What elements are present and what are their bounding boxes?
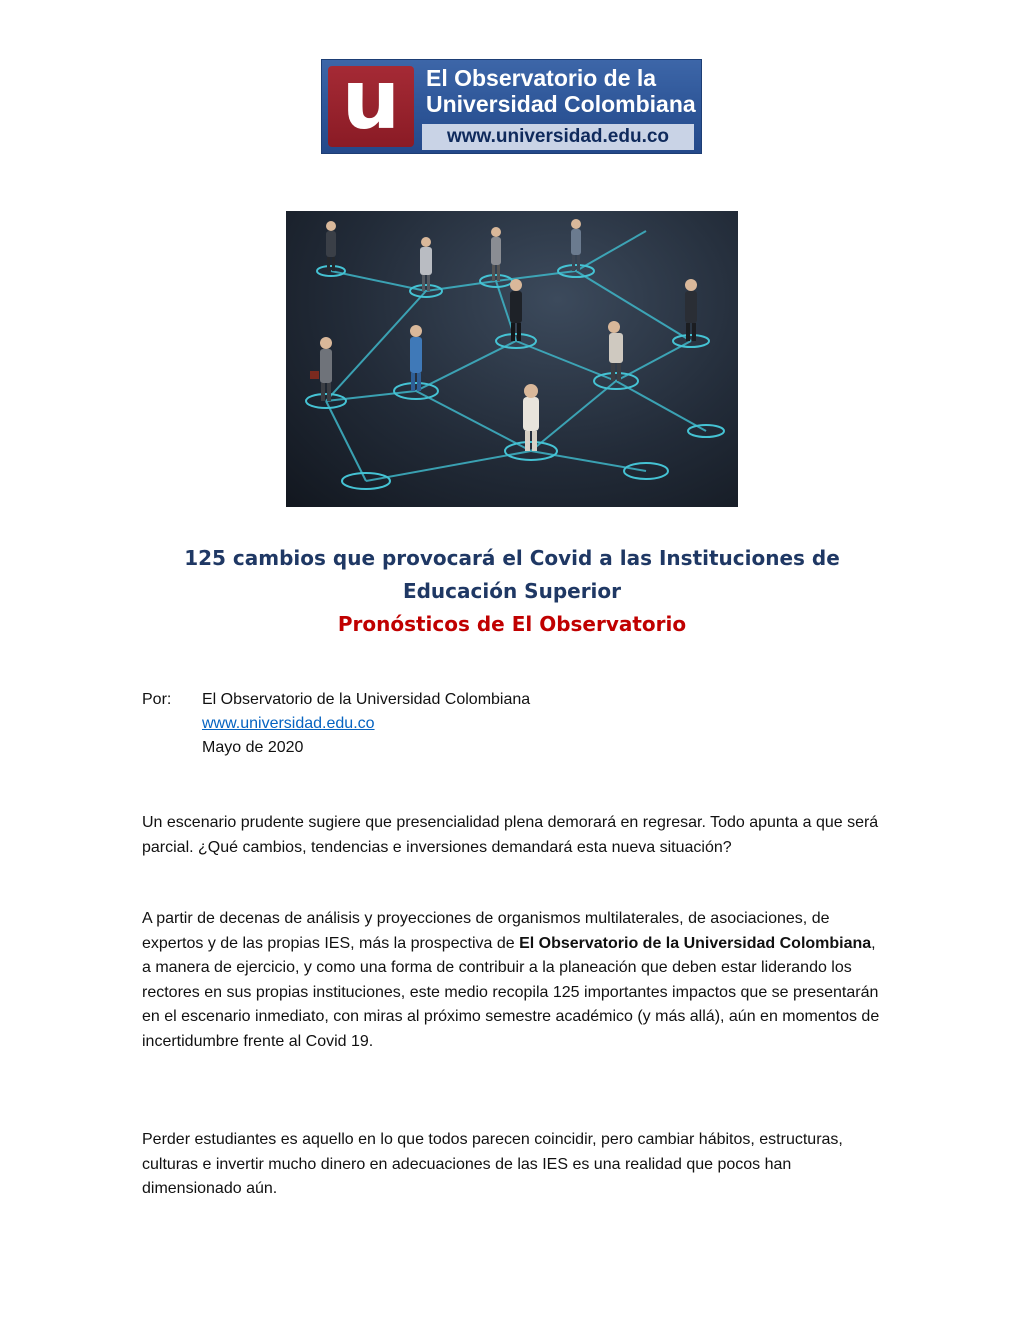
paragraph-2-bold: El Observatorio de la Universidad Colombiana [519,934,872,952]
byline-date: Mayo de 2020 [202,739,304,756]
title-line2: Educación Superior [402,579,622,603]
byline-link-wrapper [202,712,375,736]
logo-text-line2: Universidad Colombiana [426,91,696,117]
paragraph-3: Perder estudiantes es aquello en lo que todos parecen coincidir, pero cambiar hábitos, estructuras, culturas e invertir mucho dinero en adecuaciones de las IES es una realidad que pocos han dimensionado aún. [142,1131,843,1197]
network-people-photo [286,211,738,507]
paragraph-2 [142,907,886,1054]
byline-link[interactable]: www.universidad.edu.co [202,715,375,732]
subtitle: Pronósticos de El Observatorio [337,612,687,636]
observatorio-logo [321,53,702,154]
logo-letter: u [341,53,401,148]
paragraph-2-end: , a manera de ejercicio, y como una forma de contribuir a la planeación que deben estar liderando los rectores en sus propias instituciones, este medio recopila 125 importantes impactos que se presentarán en el escenario inmediato, con miras al próximo semestre académico (y más allá), aún en momentos de incertidumbre frente al Covid 19. [142,934,880,1050]
byline-label: Por: [142,691,172,708]
logo-url: www.universidad.edu.co [422,124,694,150]
title-line1: 125 cambios que provocará el Covid a las Instituciones de [184,546,840,570]
paragraph-2-start: A partir de decenas de análisis y proyecciones de organismos multilaterales, de asociaciones, de expertos y de las propias IES, más la prospectiva de [142,910,830,952]
paragraph-1: Un escenario prudente sugiere que presencialidad plena demorará en regresar. Todo apunta a que será parcial. ¿Qué cambios, tendencias e inversiones demandará esta nueva situación? [142,814,879,856]
network-people-icon [286,211,738,507]
logo-text-line1: El Observatorio de la [426,65,657,91]
byline-author: El Observatorio de la Universidad Colombiana [202,691,531,708]
logo-u-mark [328,53,414,148]
